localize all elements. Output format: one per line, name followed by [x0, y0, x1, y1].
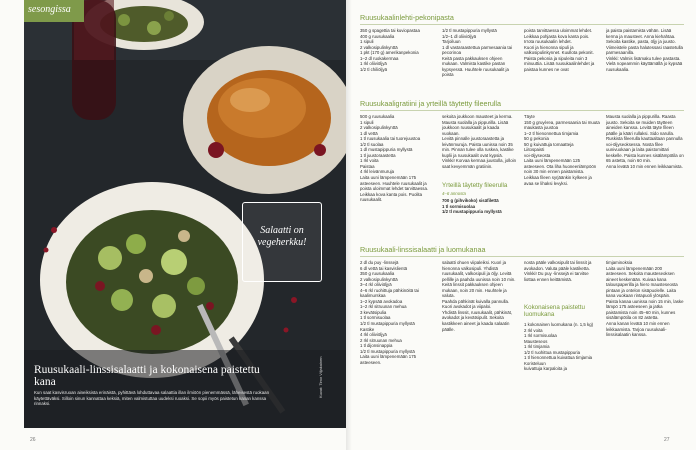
- recipe3-method-2: nosta pääle valkosipulit tai linssit ja avokadon. Valuta pääle kastiketta. Vinkki! Du puy -linssejä ei tarvitse liottaa ennen keittämistä.: [524, 260, 592, 282]
- recipe1-method-1: poista tarvittaessa uloimmat lehdet. Leikkaa pohjasta kova kanta pois. Irrota ruusukaalin lehdet. Kuori ja hienonna sipuli ja valkosipulinkynnet. Kuullota pekonit. Paista pekonia ja sipuleita noin 3 minuuttia. Lisää ruusukaalinlehdet ja paistaa kunnes ne ovat: [524, 28, 595, 72]
- season-label: sesongissa: [28, 4, 71, 15]
- photo-credit: Kuvat: Timo Viljakainen: [318, 356, 323, 398]
- recipe2-ingredients: 500 g ruusukaalia 1 sipuli 2 valkosipulinkynttä 1 dl vettä 1 tl ruusukaalia tai tuorejuustoa 1/2 tl suolaa 1 dl mustapippuria myllystä 1 tl juustoraastetta 1 rkl voita Paistaa 4 rkl leivänmuruja Laita uuni lämpenemään 175 asteeseen. Huuhtele ruusukaalit ja poista uloimmat lehdet tarvittaessa. Leikkaa kova kanta pois. Puolita ruusukaalit.: [360, 114, 429, 203]
- recipe3-method: salaatti ohuen viipaleiksi. Kuori ja hienonna valkosipuli. Yhdistä ruusukaalit, valkosipuli ja öljy. Levitä pellille ja paahda uunissa noin 10 min. Keitä linssit pakkauksen ohjeen mukaan, noin 20 min. Huuhtele ja valuta. Paahda pähkinät kuivalla pannulla. Kuori avokadot ja viipaloi. Yhdistä linssit, ruusukaalit, pähkinät, avokadot ja kevätsipulit. Sekoita kastikkeen aineet ja kaada salaatin päälle.: [442, 260, 516, 332]
- photo-caption: Kun saat kasvisruoan aineiksista erinäistä, pyhittävä lohduttavaa salaattia illan ilmiöön pienemmässä, läheisestä ruokaan käytettäväksi. Silloin sinun kannattaa keksiä, miten valmistuttaa uudeksi ruoaksi. Se sopii myös paistetun kanan kanssa rinnaksi.: [34, 390, 270, 407]
- page-number-right: 27: [664, 437, 670, 443]
- vege-badge-text: Salaatti on vegeherkku!: [257, 225, 307, 248]
- recipe3-ingredients: 2 dl du puy -linssejä 6 dl vettä tai kasvislientä 350 g ruusukaalia 2 valkosipulinkynttä 3–4 rkl oliiviöljyä 4–6 rkl ruohittuja pähkinöitä tai kaalimurskaa 1–2 kypsää avokadoa 1–2 rkl sitruunan mehua 3 kevätsipulia 1 tl sormisuolaa 1/2 tl mustapippuria myllystä Kastike 4 rkl oliiviöljyä 2 rkl sitruunan mehua 1 tl dijonsinappia 1/2 tl mustapippuria myllystä Laita uuni lämpenemään 175 asteeseen.: [360, 260, 419, 365]
- recipe1-title: Ruusukaalinlehti-pekonipasta: [360, 13, 454, 22]
- recipe2-method: sekoita joukkoon mausteet ja kerma. Mausta suolalla ja pippurilla. Lisää joukkoon ruusukaalit ja kaada vuokaan. Levitä pinnalle juustoraastetta ja leivänmuruja. Paista uunissa noin 35 min. Pinnan tulee olla ruskea, kastike kuplii ja ruusukaalit ovat kypsiä. Vinkki! Korvaa kermaa juustolla, jolloin saat kevyemmän gratiinin.: [442, 114, 517, 169]
- recipe2-title: Ruusukaaligratiini ja yrteillä täytetty fileerulla: [360, 99, 502, 108]
- page-number-left: 26: [30, 437, 36, 443]
- recipe3-subtitle: Kokonaisena paistettu luomukana: [524, 304, 585, 319]
- recipe1-ingredients-1: 350 g spagettia tai kuviopastaa 400 g ruusukaalia 1 sipuli 2 valkosipulinkynttä 1 pkt (170 g) amerikanpekonia 1–2 dl ruokakermaa 1 rkl oliiviöljyä 1/2 tl chiliöljyä: [360, 28, 420, 72]
- recipe3-chicken-method: timjaminoksia Laita uuni lämpenemään 200 asteeseen. Sekoita mausteseoksen aineet keskenään. Kuivaa kana talouspaperilla ja hiero mausteseosta pintaan ja ontelon sisäpuolelle. Laita kana vuokaan rintapuoli ylöspäin. Paista kanaa uunissa noin 15 min, laske lämpö 175 asteeseen ja jatka paistamista noin 45–60 min, kunnes sisälämpötila on 82 astetta. Anna kanan levätä 10 min ennen leikkaamista. Tarjoa ruusukaali-linssisalaatin kanssa.: [606, 260, 684, 338]
- photo-title: Ruusukaali-linssisalaatti ja kokonaisena paistettu kana: [34, 364, 260, 388]
- recipe2-subtitle: Yrteillä täytetty fileerulla: [442, 182, 508, 189]
- recipe1-ingredients-2: 1/2 tl mustapippuria myllystä 1/2–1 dl oliiviöljyä Tarjoiluun 1 dl vastaraastettua parmesaania tai pecorinoa Keitä pasta pakkauksen ohjeen mukaan. Valmista kastike pastan kypsyessä. Huuhtele ruusukaalit ja poista: [442, 28, 513, 78]
- vege-badge: [242, 202, 322, 282]
- recipe3-title: Ruusukaali-linssisalaatti ja luomukanaa: [360, 245, 486, 254]
- food-photo: [24, 0, 346, 428]
- recipe-page: [360, 14, 686, 434]
- recipe3-rule: [360, 256, 684, 257]
- season-tab: [24, 0, 84, 22]
- recipe2-rule: [360, 110, 684, 111]
- recipe2-method-2: Mausta suolalla ja pippurilla. Raasta juusto. Sekoita se muiden täytteen aineiden kanssa. Levitä täyte fileen päälle ja kääri rullaksi. Sido narulla. Ruskista fileerulla kauttaaltaan pannulla voi-öljyseoksessa. Nosta filee uunivuokaan ja laita paistomittari keskelle. Paista kunnes sisälämpötila on 65 astetta, noin 60 min. Anna levätä 10 min ennen leikkaamista.: [606, 114, 684, 169]
- recipe1-method-2: ja paista paistamista vähän. Lisää kerma ja mausteet. Anna kiehahtaa. Sekoita kastike, pasta, öljy ja juusto. Viimeistele pasta halutessasi raastetulla parmesaanilla. Vinkki: Valmis lisämaku tulee pastasta. Vielä nopeammin käyttämällä jo kypsää ruusukaalia.: [606, 28, 683, 72]
- gutter-shadow: [346, 0, 352, 450]
- recipe2-sub-ingredients: 700 g (pihvikoko) sisäfilettä 1 tl sormisuolaa 1/2 tl mustapippuria myllystä: [442, 198, 502, 215]
- recipe3-chicken-ingredients: 1 kokonainen luomukana (n. 1,5 kg) 2 rkl voita 1 rkl sormisuolaa Mausteseos 1 rkl timjamia 1/2 tl ruohittua mustapippuria 1 tl hienonnettua kuivattua timjamia Koristeluun kuivattuja karpaloita ja: [524, 322, 594, 372]
- recipe1-rule: [360, 24, 684, 25]
- recipe2-sub-meta: 4–6 annosta: [442, 191, 466, 196]
- recipe2-filling: Täyte 150 g gruyèrea, parmesaania tai muuta maukasta juustoa 1–2 tl hienonnettua timjamia 50 g pekonia 50 g kuivattuja tomaatteja Liitospaisti voi-öljyseosta Laita uuni lämpenemään 125 asteeseen. Ota liha huoneenlämpöön noin 30 min ennen paistamista. Leikkaa fileen syrjäänkin kylkeen ja avaa se lihaksi levyksi.: [524, 114, 600, 186]
